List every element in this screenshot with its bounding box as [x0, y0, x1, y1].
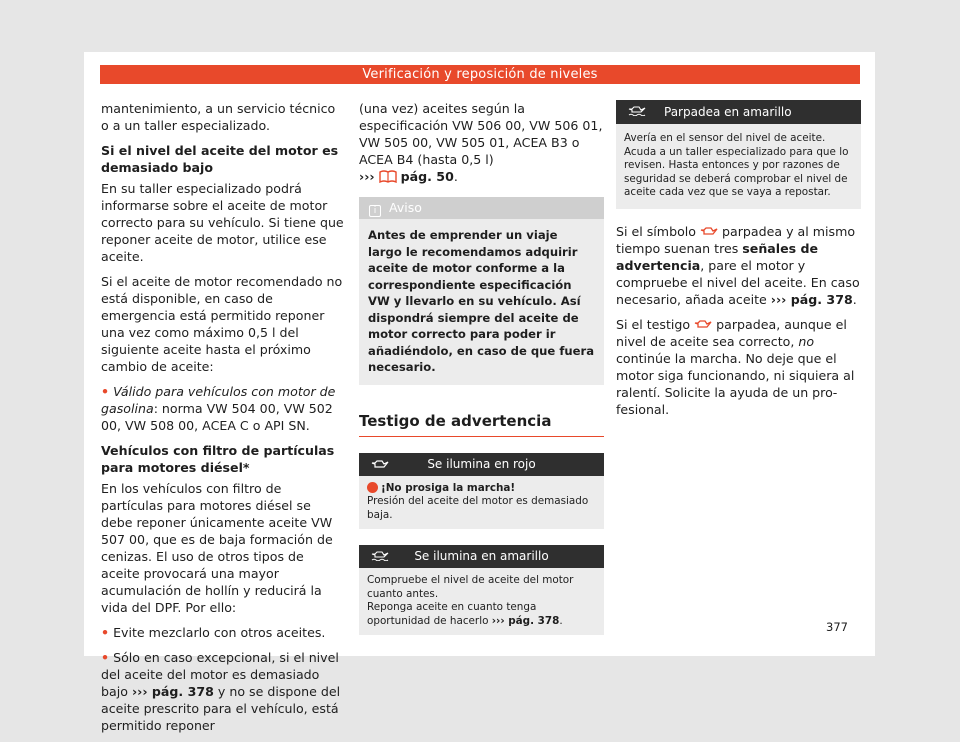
oil-level-icon [371, 551, 389, 561]
column-middle [359, 100, 604, 635]
warning-red-header [359, 453, 604, 476]
bullet-text: Sólo en caso excepcional, si el nivel del aceite del motor es demasiado bajo [101, 650, 339, 699]
paragraph-text: , pare el motor y compruebe el nivel del aceite. En caso necesario, añada aceite [616, 257, 860, 307]
bullet-text: : norma VW 504 00, VW 502 00, VW 508 00, ACEA C o API SN. [101, 401, 333, 433]
paragraph: (una vez) aceites según la especificación VW 506 00, VW 506 01, VW 505 00, VW 505 01, ACEA B3 o ACEA B4 (hasta 0,5 l) ››› pág. 50. [359, 101, 603, 184]
paragraph-text: parpadea, aunque el nivel de aceite sea correcto, [616, 316, 847, 349]
page-header-banner: Verificación y reposición de niveles [100, 65, 860, 84]
notice-title: Aviso [389, 200, 422, 215]
emphasis-text: señales de advertencia [616, 240, 819, 273]
page-number: 377 [826, 620, 848, 634]
bullet-emphasis: Válido para vehículos con motor de gasolina [101, 384, 336, 416]
bullet-text: Evite mezclarlo con otros aceites. [113, 625, 326, 640]
column-right [616, 100, 861, 426]
warning-blink-body: Avería en el sensor del nivel de aceite. Acuda a un taller especializado para que lo revisen. Hasta entonces y por razones de seguridad se deberá comprobar el nivel de aceite cada vez que se vaya a repostar. [616, 124, 861, 209]
paragraph: En los vehículos con filtro de partículas para motores diésel se debe reponer únicamente aceite VW 507 00, que es de baja formación de cenizas. El uso de otros tipos de aceite provocará una mayor acumulación de hollín y reducirá la vida del DPF. Por ello: [101, 481, 333, 615]
column-left [101, 100, 346, 742]
oil-level-icon [628, 106, 646, 116]
book-icon [379, 170, 397, 183]
notice-header [359, 197, 604, 219]
oil-can-icon [694, 320, 712, 329]
paragraph-text: continúe la marcha. No deje que el motor siga funcionando, ni siquiera al ralentí. Solicite la ayuda de un profesional. [616, 350, 855, 417]
stop-icon [367, 482, 378, 493]
bullet-icon: • [101, 625, 110, 640]
paragraph [616, 223, 861, 308]
subheading: Si el nivel del aceite del motor es demasiado bajo [101, 143, 339, 175]
bullet-text: y no se dispone del aceite prescrito para el vehículo, está permitido reponer [101, 684, 341, 733]
punctuation: . [559, 614, 563, 627]
warning-red-title: Se ilumina en rojo [427, 456, 536, 471]
warning-red-text: Presión del aceite del motor es demasiado baja. [367, 495, 589, 521]
warning-red-bold: ¡No prosiga la marcha! [381, 481, 516, 494]
list-item [101, 624, 346, 641]
page-reference-link[interactable]: ››› pág. 378 [770, 291, 853, 307]
paragraph-text: parpadea y al mismo tiempo suenan tres [616, 223, 856, 256]
bullet-icon: • [101, 384, 110, 399]
list-item [101, 383, 346, 434]
page-reference-link[interactable]: ››› pág. 378 [491, 614, 560, 627]
notice-body: Antes de emprender un viaje largo le recomendamos adquirir aceite de motor conforme a la correspondiente especificación VW y llevarlo en su vehículo. Así dispondrá siempre del aceite de motor correcto para poder ir añadiéndolo, en caso de que fuera necesario. [368, 228, 595, 374]
warning-yellow-header [359, 545, 604, 568]
paragraph: En su taller especializado podrá informarse sobre el aceite de motor correcto para su vehículo. Si tiene que reponer aceite de motor, utilice ese aceite. [101, 181, 344, 264]
warning-red-body [359, 476, 604, 530]
paragraph-text: Si el testigo [616, 316, 691, 332]
warning-yellow-text: Reponga aceite en cuanto tenga oportunidad de hacerlo [367, 601, 537, 627]
warning-blink-title: Parpadea en amarillo [664, 105, 792, 119]
bullet-icon: • [101, 650, 110, 665]
section-title: Testigo de advertencia [359, 413, 604, 437]
reference-arrows: ››› [359, 169, 375, 184]
paragraph-text: Si el símbolo [616, 223, 696, 239]
punctuation: . [852, 291, 857, 307]
paragraph: Si el aceite de motor recomendado no está disponible, en caso de emergencia está permitido reponer una vez como máximo 0,5 l del siguiente aceite hasta el próximo cambio de aceite: [101, 274, 343, 374]
paragraph: mantenimiento, a un servicio técnico o a un taller especializado. [101, 101, 336, 133]
page-reference-link[interactable]: pág. 50 [400, 169, 454, 184]
warning-yellow-text: Compruebe el nivel de aceite del motor cuanto antes. [367, 574, 574, 600]
oil-can-icon [371, 459, 389, 469]
warning-yellow-title: Se ilumina en amarillo [414, 549, 549, 563]
warning-blink-box [616, 100, 861, 209]
info-icon: i [369, 205, 381, 217]
page-reference-link[interactable]: ››› pág. 378 [131, 684, 214, 699]
list-item [101, 649, 346, 734]
subheading: Vehículos con filtro de partículas para motores diésel* [101, 443, 335, 475]
notice-box [359, 197, 604, 385]
warning-yellow-body [359, 568, 604, 635]
warning-blink-header [616, 100, 861, 124]
paragraph [616, 316, 861, 418]
warning-yellow-box [359, 545, 604, 635]
paragraph-text: (una vez) aceites según la especificación VW 506 00, VW 506 01, VW 505 00, VW 505 01, ACEA B3 o ACEA B4 (hasta 0,5 l) [359, 101, 603, 167]
emphasis-text: no [798, 333, 815, 349]
warning-red-box [359, 453, 604, 530]
oil-can-icon [700, 227, 718, 236]
